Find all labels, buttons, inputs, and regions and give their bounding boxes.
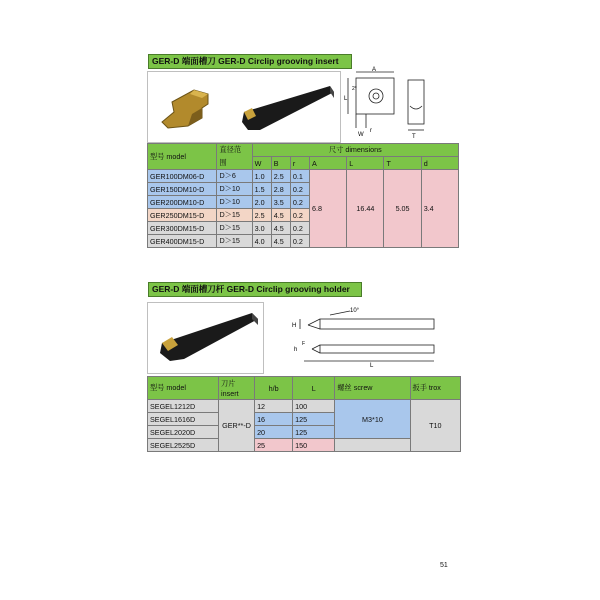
cell-w: 2.0: [252, 196, 271, 209]
cell-range: D＞15: [217, 209, 252, 222]
cell-model: SEGEL2020D: [148, 426, 219, 439]
insert-spec-table: [147, 143, 459, 248]
cell-r: 0.2: [290, 209, 309, 222]
col-header-diameter-2: 围: [217, 157, 252, 170]
cell-wrench-shared: T10: [410, 400, 460, 452]
cell-w: 4.0: [252, 235, 271, 248]
dim-label-angle: 2°: [352, 86, 357, 92]
cell-b: 4.5: [271, 222, 290, 235]
holder-col-header-screw: 螺丝 screw: [335, 377, 410, 400]
insert-photo: [147, 71, 341, 143]
cell-l-shared: 16.44: [347, 170, 384, 248]
holder-col-header-l: L: [293, 377, 335, 400]
holder-dim-f: F: [302, 341, 306, 347]
col-header-b: B: [271, 157, 290, 170]
holder-col-header-hb: h/b: [255, 377, 293, 400]
cell-b: 4.5: [271, 235, 290, 248]
cell-model: GER300DM15-D: [148, 222, 217, 235]
holder-dim-angle: 10°: [350, 308, 360, 314]
holder-col-header-wrench: 扳手 trox: [410, 377, 460, 400]
cell-a-shared: 6.8: [309, 170, 346, 248]
holder-section-title: GER-D 端面槽刀杆 GER-D Circlip grooving holder: [148, 282, 362, 297]
holder-col-header-insert-cn: 刀片: [221, 378, 236, 388]
cell-screw-blank: [335, 439, 410, 452]
insert-and-holder-illustration: [148, 72, 340, 142]
cell-b: 3.5: [271, 196, 290, 209]
cell-l: 125: [293, 413, 335, 426]
cell-model: GER200DM10-D: [148, 196, 217, 209]
cell-r: 0.2: [290, 196, 309, 209]
cell-screw-shared: M3*10: [335, 400, 410, 439]
col-header-model: 型号 model: [148, 144, 217, 170]
cell-range: D＞15: [217, 235, 252, 248]
cell-insert-shared: GER**-D: [219, 400, 255, 452]
cell-w: 1.5: [252, 183, 271, 196]
cell-range: D＞6: [217, 170, 252, 183]
cell-model: GER400DM15-D: [148, 235, 217, 248]
cell-range: D＞10: [217, 196, 252, 209]
cell-l: 100: [293, 400, 335, 413]
dim-label-t: T: [412, 134, 416, 140]
cell-hb: 25: [255, 439, 293, 452]
cell-hb: 20: [255, 426, 293, 439]
cell-r: 0.1: [290, 170, 309, 183]
cell-model: GER100DM06-D: [148, 170, 217, 183]
cell-model: GER250DM15-D: [148, 209, 217, 222]
col-header-r: r: [290, 157, 309, 170]
dim-label-w: W: [358, 132, 364, 138]
cell-l: 150: [293, 439, 335, 452]
cell-hb: 16: [255, 413, 293, 426]
holder-technical-drawing: [290, 305, 440, 367]
table-row: [148, 400, 461, 413]
col-header-a: A: [309, 157, 346, 170]
holder-dim-h: h: [294, 347, 298, 353]
col-header-diameter: 直径范: [217, 144, 252, 157]
cell-model: GER150DM10-D: [148, 183, 217, 196]
dim-label-a: A: [372, 67, 377, 73]
holder-col-header-model: 型号 model: [148, 377, 219, 400]
holder-photo: [147, 302, 264, 374]
cell-d-shared: 3.4: [421, 170, 458, 248]
cell-model: SEGEL1616D: [148, 413, 219, 426]
cell-r: 0.2: [290, 235, 309, 248]
cell-hb: 12: [255, 400, 293, 413]
cell-b: 2.8: [271, 183, 290, 196]
holder-dim-h-upper: H: [292, 323, 297, 329]
cell-model: SEGEL2525D: [148, 439, 219, 452]
cell-b: 2.5: [271, 170, 290, 183]
cell-model: SEGEL1212D: [148, 400, 219, 413]
holder-col-header-insert: [219, 377, 255, 400]
dim-label-r: r: [370, 128, 372, 134]
insert-technical-drawing: [344, 66, 454, 142]
cell-b: 4.5: [271, 209, 290, 222]
cell-l: 125: [293, 426, 335, 439]
holder-col-header-insert-en: insert: [221, 388, 239, 398]
holder-spec-table: [147, 376, 461, 452]
page-number: 51: [440, 562, 448, 569]
dim-label-l: L: [344, 96, 348, 102]
cell-w: 2.5: [252, 209, 271, 222]
col-header-d: d: [421, 157, 458, 170]
cell-w: 1.0: [252, 170, 271, 183]
col-header-dimensions: 尺寸 dimensions: [252, 144, 458, 157]
cell-r: 0.2: [290, 183, 309, 196]
holder-illustration: [148, 303, 263, 373]
cell-t-shared: 5.05: [384, 170, 421, 248]
col-header-t: T: [384, 157, 421, 170]
table-row: [148, 170, 459, 183]
col-header-w: W: [252, 157, 271, 170]
cell-w: 3.0: [252, 222, 271, 235]
cell-r: 0.2: [290, 222, 309, 235]
holder-dim-l: L: [370, 363, 374, 367]
col-header-l: L: [347, 157, 384, 170]
insert-section-title: GER-D 端面槽刀 GER-D Circlip grooving insert: [148, 54, 352, 69]
cell-range: D＞10: [217, 183, 252, 196]
cell-range: D＞15: [217, 222, 252, 235]
